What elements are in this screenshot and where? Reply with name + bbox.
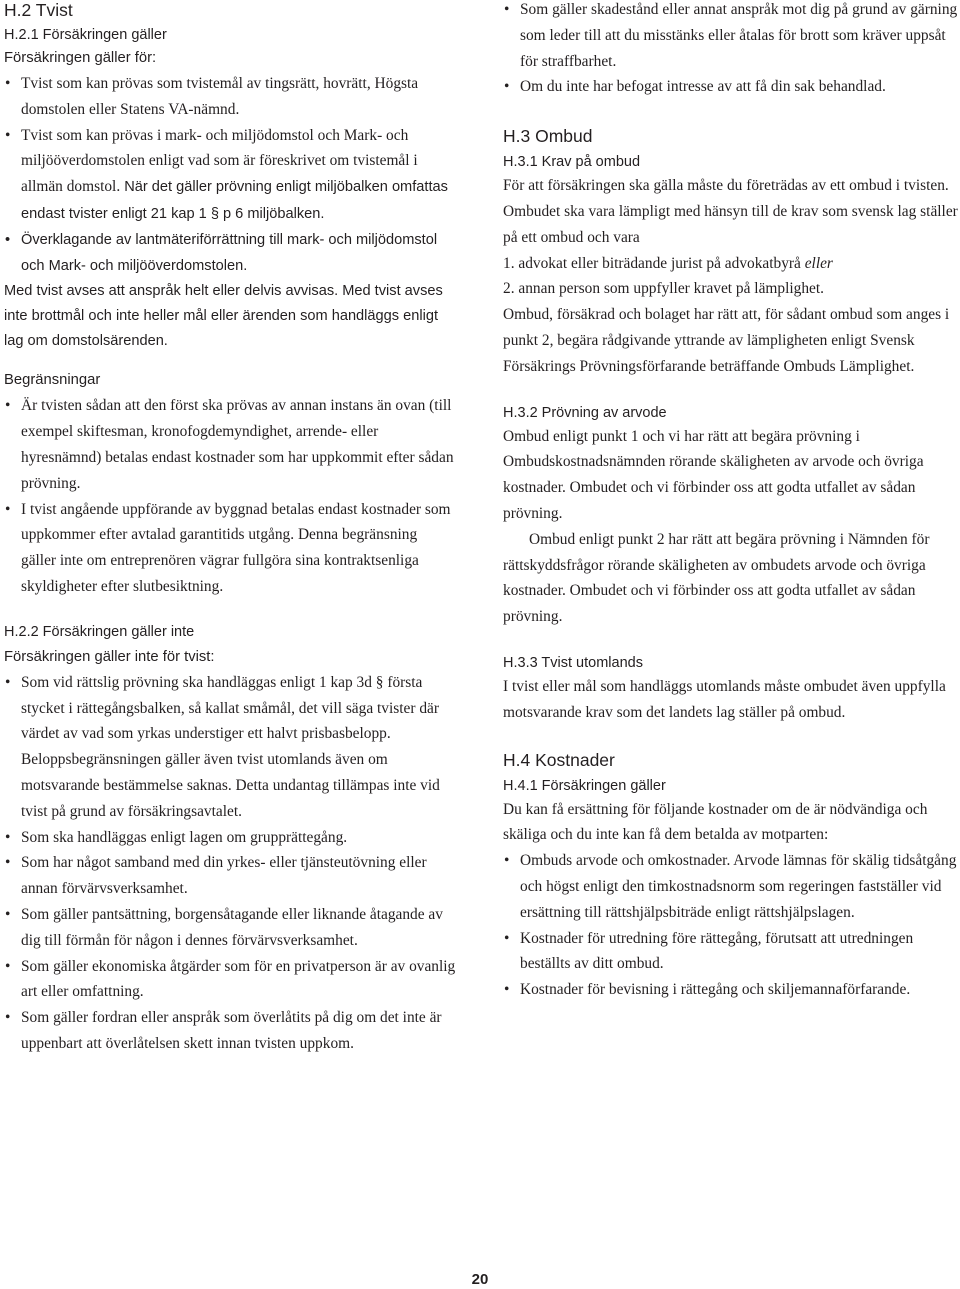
- list-item: • Är tvisten sådan att den först ska prövas av annan instans än ovan (till exempel skiftesman, kronofogdemyndighet, arrende- eller hyresnämnd) betalas endast kostnader som har uppkommit efter sådan prövning.: [4, 393, 456, 496]
- h21-paragraph: Med tvist avses att anspråk helt eller delvis avvisas. Med tvist avses inte brottmål och inte heller mål eller ärenden som handläggs enligt lag om domstolsärenden.: [4, 283, 443, 350]
- list-item: • Som vid rättslig prövning ska handläggas enligt 1 kap 3d § första stycket i rättegångsbalken, så kallat småmål, det vill säga tvister där värdet av vad som yrkas understiger ett halvt prisbasbelopp. Beloppsbegränsningen gäller även tvist utomlands även om motsvarande bestämmelse saknas. Detta undantag tillämpas inte vid tvist på grund av försäkringsavtalet.: [4, 670, 456, 825]
- h31-item-1-emphasis: eller: [804, 254, 833, 272]
- list-item: • Som ska handläggas enligt lagen om grupprättegång.: [4, 825, 456, 851]
- section-heading-h3: H.3 Ombud: [503, 126, 593, 147]
- list-item: [4, 123, 456, 228]
- h31-paragraph-3: Ombud, försäkrad och bolaget har rätt att, för sådant ombud som anges i punkt 2, begära rådgivande yttrande av lämpligheten enligt Svensk Försäkrings Prövningsförfarande beträffande Ombuds Lämplighet.: [503, 306, 950, 375]
- h32-paragraph-1: Ombud enligt punkt 1 och vi har rätt att begära prövning i Ombudskostnadsnämnden rörande skäligheten av arvode och övriga kostnader. Ombudet och vi förbinder oss att godta utfallet av sådan prövning.: [503, 427, 924, 522]
- section-heading-h2: H.2 Tvist: [4, 0, 73, 20]
- h31-paragraph-2: Ombudet ska vara lämpligt med hänsyn till de krav som svensk lag ställer på ett ombud och vara: [503, 202, 958, 246]
- list-item: • Som har något samband med din yrkes- eller tjänsteutövning eller annan förvärvsverksamhet.: [4, 850, 456, 902]
- list-item: • Om du inte har befogat intresse av att få din sak behandlad.: [503, 74, 959, 100]
- h31-paragraph-1: För att försäkringen ska gälla måste du företrädas av ett ombud i tvisten.: [503, 177, 949, 195]
- list-item: • Ombuds arvode och omkostnader. Arvode lämnas för skälig tidsåtgång och högst enligt den timkostnadsnorm som regeringen fastställer vid ersättning till rättshjälpsbiträde enligt rättshjälpslagen.: [503, 848, 959, 925]
- list-item: • Som gäller skadestånd eller annat anspråk mot dig på grund av gärning som leder till att du misstänks eller åtalas för brott som kräver uppsåt för straffbarhet.: [503, 0, 959, 74]
- subsection-heading-h31: H.3.1 Krav på ombud: [503, 154, 641, 171]
- h31-item-2: 2. annan person som uppfyller kravet på lämplighet.: [503, 280, 824, 298]
- list-item: • I tvist angående uppförande av byggnad betalas endast kostnader som uppkommer efter avtalad garantitids utgång. Denna begränsning gäller inte om entreprenören vägrar fullgöra sina kontraktsenliga skyldigheter efter slutbesiktning.: [4, 497, 456, 600]
- h22-intro: Försäkringen gäller inte för tvist:: [4, 648, 215, 665]
- list-item: • Som gäller fordran eller anspråk som överlåtits på dig om det inte är uppenbart att överlåtelsen skett innan tvisten uppkom.: [4, 1005, 456, 1057]
- h33-paragraph: I tvist eller mål som handläggs utomlands måste ombudet även uppfylla motsvarande krav som det landets lag ställer på ombud.: [503, 677, 946, 721]
- list-item: • Kostnader för bevisning i rättegång och skiljemannaförfarande.: [503, 977, 959, 1003]
- page-number: 20: [471, 1271, 489, 1288]
- h21-bullet-list: [4, 71, 456, 279]
- right-column: [503, 0, 959, 1003]
- bullet-text-sans: När det gäller prövning enligt miljöbalken omfattas endast tvister enligt 21 kap 1 § p 6 miljöbalken.: [21, 179, 448, 222]
- subsection-heading-h21: H.2.1 Försäkringen gäller: [4, 27, 167, 43]
- h32-paragraph-2: Ombud enligt punkt 2 har rätt att begära prövning i Nämnden för rättskyddsfrågor rörande skäligheten av ombudets arvode och övriga kostnader. Ombudet och vi förbinder oss att godta utfallet av sådan prövning.: [503, 530, 930, 626]
- h41-bullet-list: [503, 848, 959, 1003]
- limitations-list: [4, 393, 456, 599]
- h41-paragraph: Du kan få ersättning för följande kostnader om de är nödvändiga och skäliga och du inte kan få dem betalda av motparten:: [503, 800, 928, 844]
- h31-item-1-text: 1. advokat eller biträdande jurist på advokatbyrå: [503, 254, 805, 272]
- subsection-heading-h32: H.3.2 Prövning av arvode: [503, 404, 667, 421]
- continued-bullet-list: [503, 0, 959, 100]
- subsection-heading-h41: H.4.1 Försäkringen gäller: [503, 777, 666, 794]
- h31-item-1: [503, 251, 959, 277]
- list-item: • Som gäller ekonomiska åtgärder som för en privatperson är av ovanlig art eller omfattning.: [4, 954, 456, 1006]
- list-item: • Överklagande av lantmäteriförrättning till mark- och miljödomstol och Mark- och miljööverdomstolen.: [4, 228, 456, 280]
- h21-intro: Försäkringen gäller för:: [4, 50, 157, 66]
- subsection-heading-h22: H.2.2 Försäkringen gäller inte: [4, 623, 195, 640]
- list-item: • Tvist som kan prövas som tvistemål av tingsrätt, hovrätt, Högsta domstolen eller Statens VA-nämnd.: [4, 71, 456, 123]
- limitations-heading: Begränsningar: [4, 372, 101, 389]
- left-column: [4, 0, 456, 1057]
- section-heading-h4: H.4 Kostnader: [503, 749, 615, 770]
- bullet-text: Tvist som kan prövas i mark- och miljödomstol och Mark- och miljööverdomstolen enligt vad som är föreskrivet om tvistemål i allmän domstol.: [21, 126, 418, 196]
- list-item: • Som gäller pantsättning, borgensåtagande eller liknande åtagande av dig till förmån för någon i dennes förvärvsverksamhet.: [4, 902, 456, 954]
- h22-bullet-list: [4, 670, 456, 1057]
- list-item: • Kostnader för utredning före rättegång, förutsatt att utredningen beställts av ditt ombud.: [503, 926, 959, 978]
- subsection-heading-h33: H.3.3 Tvist utomlands: [503, 654, 643, 671]
